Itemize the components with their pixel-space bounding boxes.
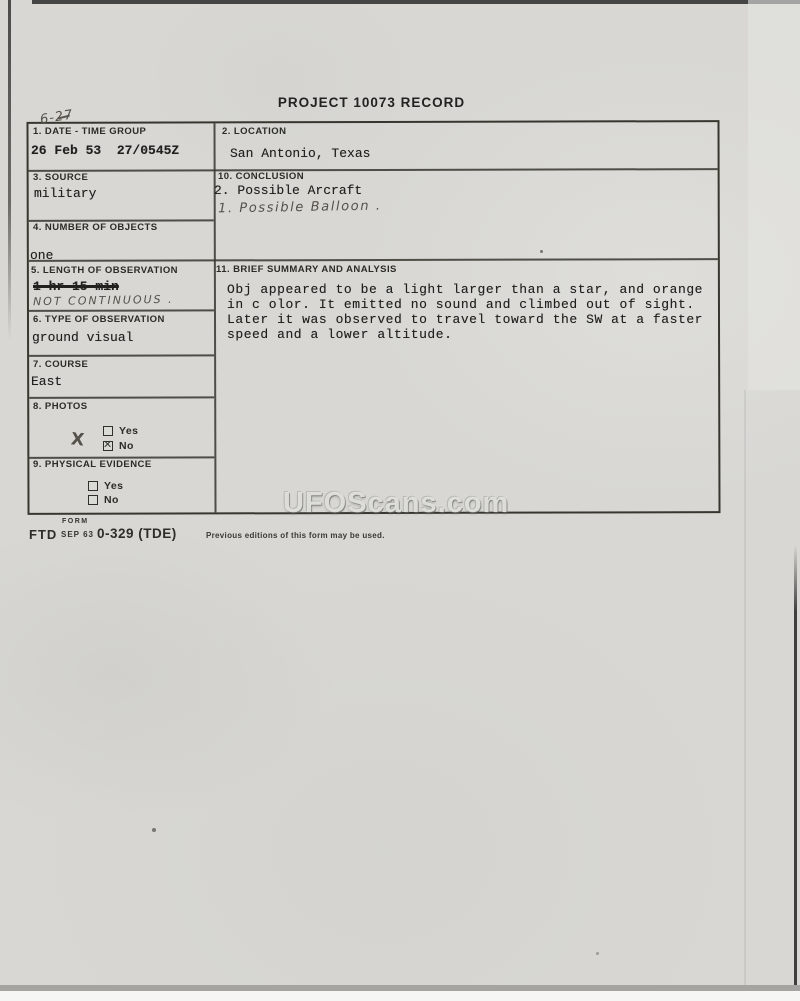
row-line [29,168,718,172]
scan-light-band [748,0,800,390]
photos-yes-row [103,425,138,437]
physical-evidence-yes-checkbox [88,481,98,491]
handwritten-date-correction: 6-27 [39,107,75,128]
field-location-label: 2. LOCATION [222,126,287,137]
watermark: UFOScans.com [283,487,510,519]
field-length-of-observation-handwritten-note: NOT CONTINUOUS . [32,292,174,309]
row-line-left [29,309,214,311]
photos-no-label: No [119,440,134,452]
scan-speck [152,828,156,832]
paper-fold-line [744,390,746,985]
field-number-of-objects-value: one [30,248,54,263]
field-length-of-observation-struck-value: 1 hr 15 min [33,279,119,294]
physical-evidence-no-label: No [104,494,119,506]
physical-evidence-no-row [88,494,119,506]
footer-note: Previous editions of this form may be used. [206,531,385,540]
scan-speck [596,952,599,955]
photos-yes-checkbox [103,426,113,436]
row-line [29,258,718,262]
footer-agency: FTD [29,527,58,542]
field-type-of-observation-value: ground visual [32,330,134,345]
field-conclusion-handwritten-value: 1. Possible Balloon . [217,198,382,217]
field-course-value: East [31,374,63,389]
summary-line: speed and a lower altitude. [227,327,453,342]
page-title: PROJECT 10073 RECORD [277,95,466,110]
field-source-label: 3. SOURCE [33,172,89,183]
field-length-of-observation-label: 5. LENGTH OF OBSERVATION [31,265,178,276]
field-date-time-group-label: 1. DATE - TIME GROUP [33,126,147,137]
physical-evidence-no-checkbox [88,495,98,505]
column-divider [213,123,216,512]
field-conclusion-typed-value: 2. Possible Arcraft [214,183,363,198]
row-line-left [29,354,214,356]
summary-line: Later it was observed to travel toward the SW at a faster [227,312,704,327]
row-line-left [29,396,214,398]
photos-no-checkbox [103,438,113,452]
field-conclusion-label: 10. CONCLUSION [218,171,305,182]
scan-edge-bottom [0,985,800,991]
field-source-value: military [34,186,97,201]
footer-form-caption: FORM [62,518,89,525]
field-date-time-group-value: 26 Feb 53 27/0545Z [31,143,180,158]
summary-line: Obj appeared to be a light larger than a star, and orange [227,282,704,297]
footer-date-code: SEP 63 [61,530,94,539]
footer-form-number: 0-329 (TDE) [97,526,177,541]
field-photos-label: 8. PHOTOS [33,401,88,412]
photos-no-row [103,440,134,452]
scan-edge-right [794,545,797,990]
scan-edge-left [8,0,11,340]
summary-line: in c olor. It emitted no sound and climbed out of sight. [227,297,695,312]
field-physical-evidence-label: 9. PHYSICAL EVIDENCE [33,459,152,470]
checkbox-x-mark: ✕ [103,438,113,452]
photos-yes-label: Yes [119,425,139,437]
field-course-label: 7. COURSE [33,359,89,370]
field-number-of-objects-label: 4. NUMBER OF OBJECTS [33,222,158,233]
handwritten-x-mark: X [69,429,86,451]
field-type-of-observation-label: 6. TYPE OF OBSERVATION [33,314,165,325]
field-summary-label: 11. BRIEF SUMMARY AND ANALYSIS [216,264,397,275]
scan-edge-top [32,0,800,4]
physical-evidence-yes-row [88,480,123,492]
physical-evidence-yes-label: Yes [104,480,124,492]
field-location-value: San Antonio, Texas [230,146,371,161]
